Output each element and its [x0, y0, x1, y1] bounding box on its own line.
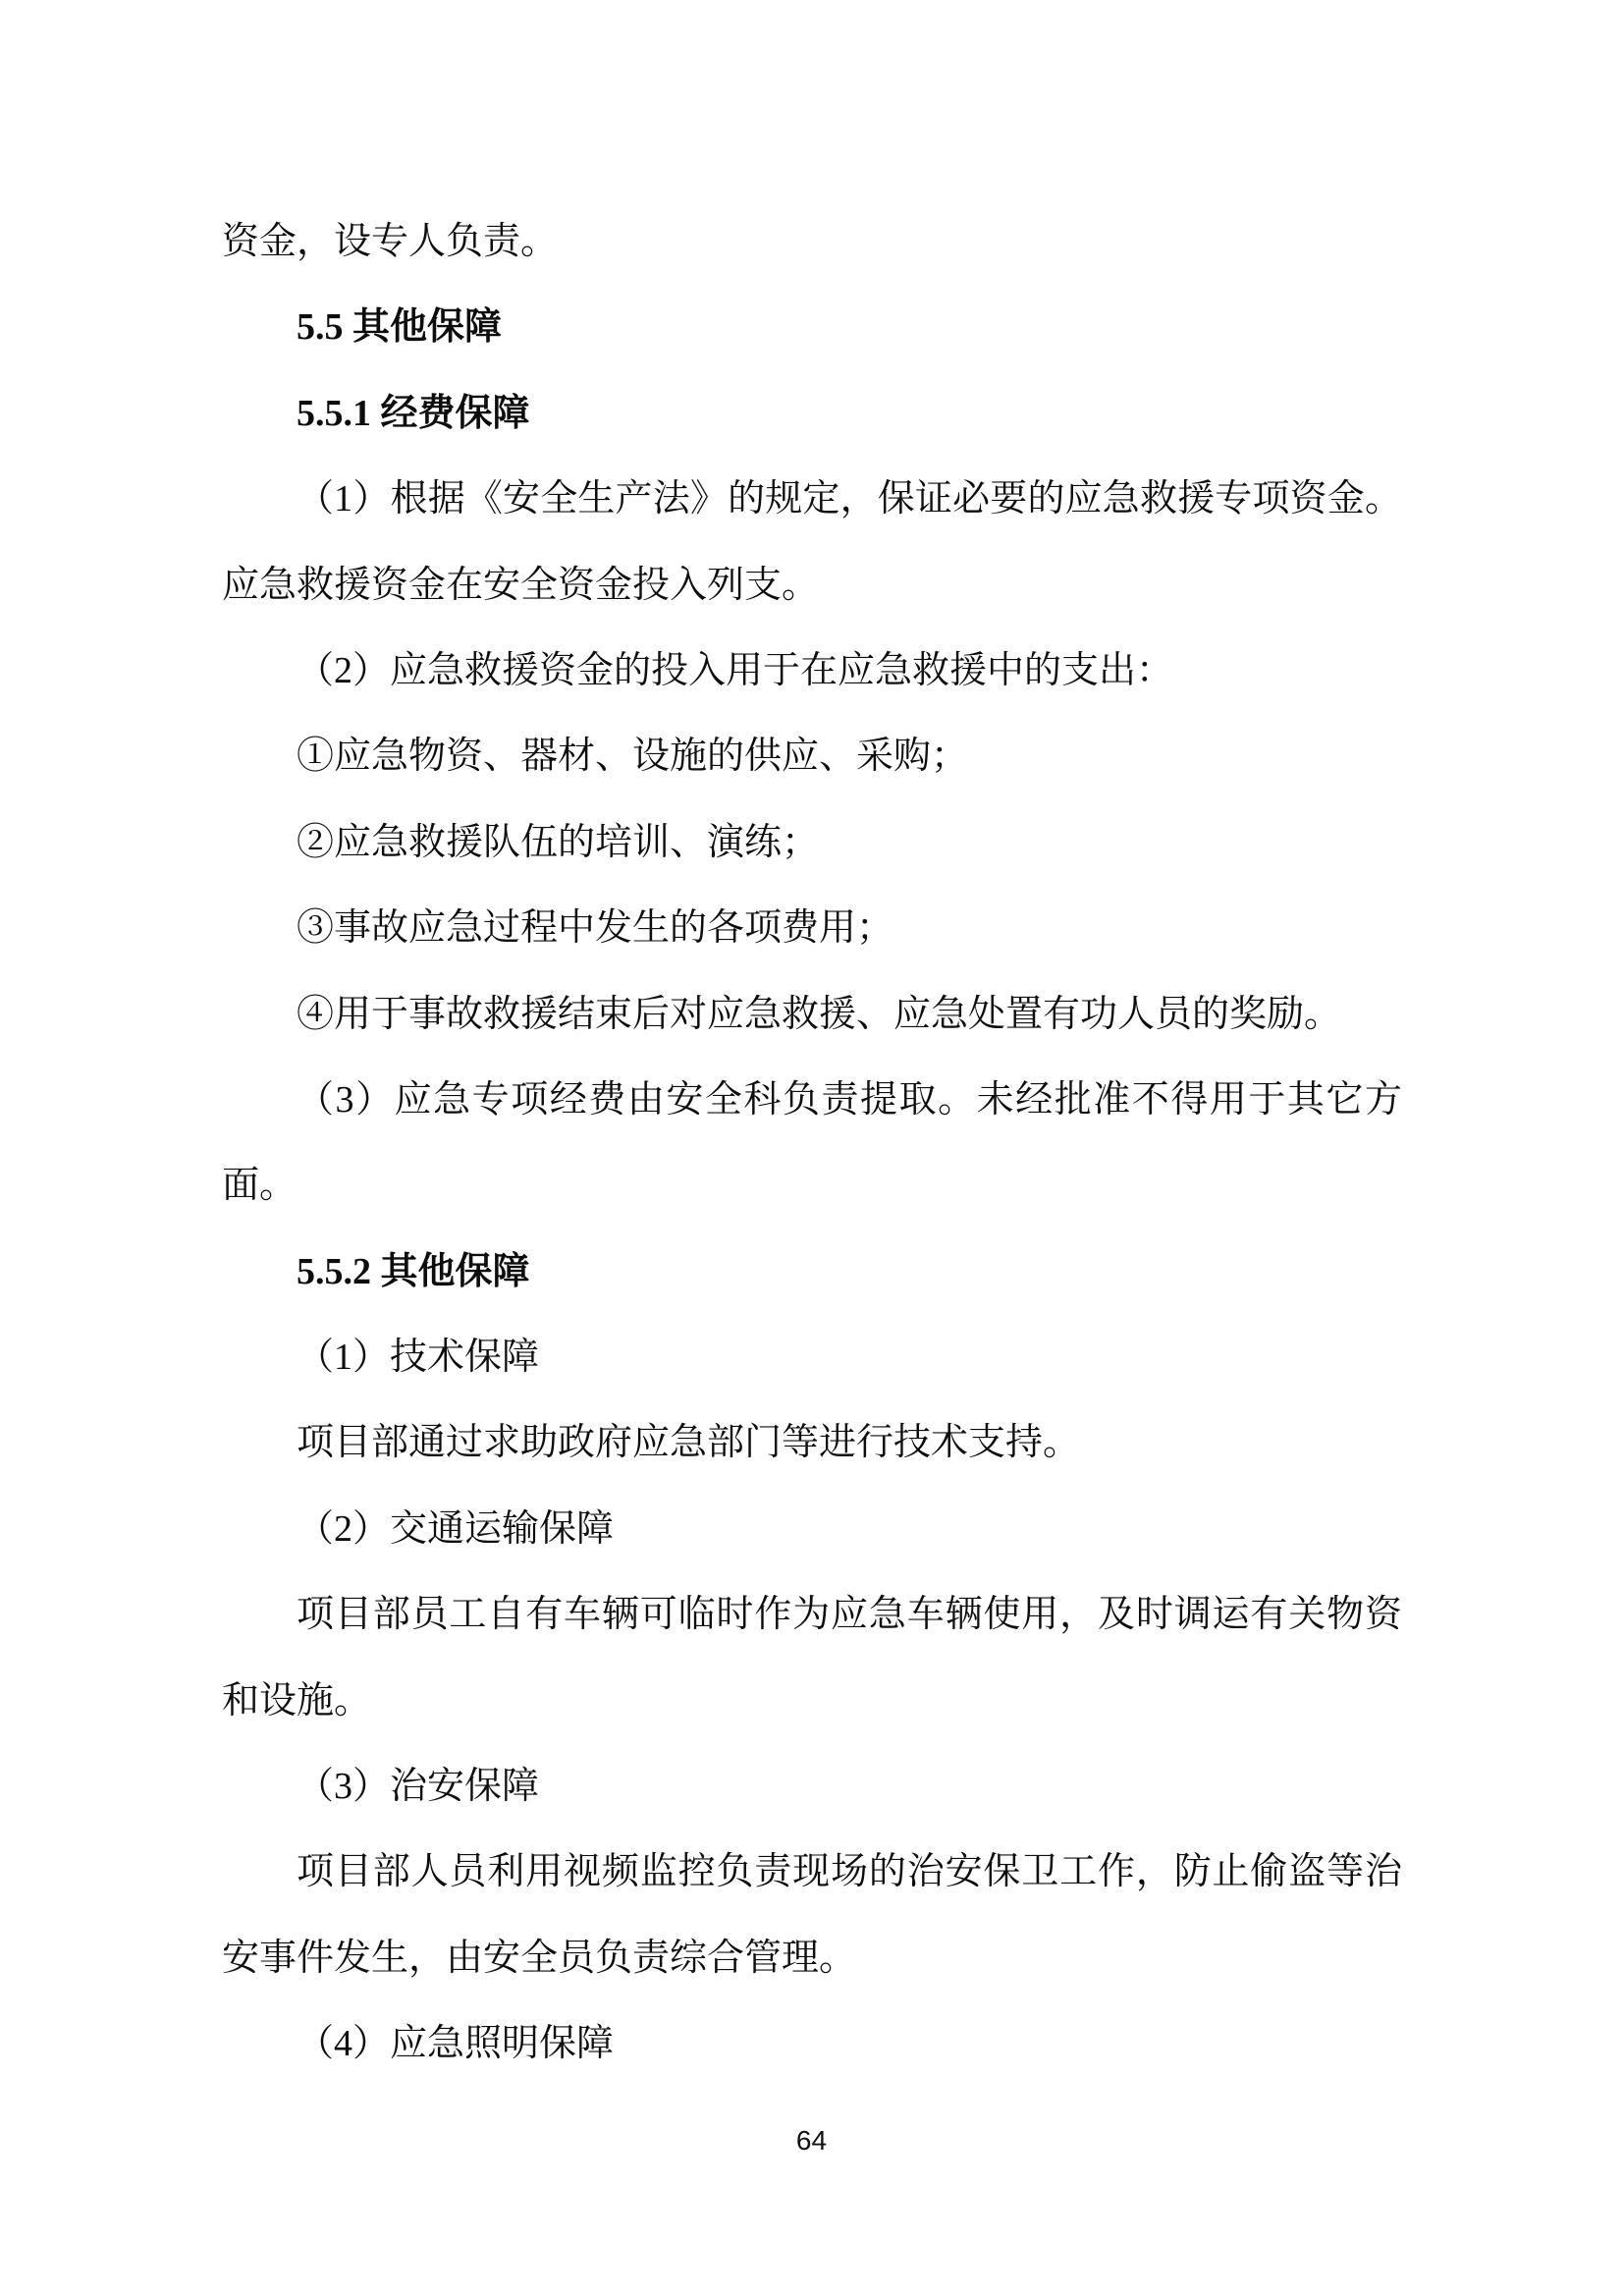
text-line: （4）应急照明保障	[297, 2023, 615, 2065]
text-line: ③事故应急过程中发生的各项费用；	[297, 907, 894, 950]
text-line: ①应急物资、器材、设施的供应、采购；	[297, 736, 969, 778]
text-line: （2）应急救援资金的投入用于在应急救援中的支出：	[297, 649, 1174, 691]
text-line: ④用于事故救援结束后对应急救援、应急处置有功人员的奖励。	[297, 993, 1342, 1035]
text-line: （1）技术保障	[297, 1337, 540, 1379]
text-line: 资金，设专人负责。	[222, 221, 559, 262]
text-line: （1）根据《安全生产法》的规定，保证必要的应急救援专项资金。	[297, 478, 1402, 520]
text-line: 项目部通过求助政府应急部门等进行技术支持。	[297, 1422, 1081, 1464]
text-line: 项目部员工自有车辆可临时作为应急车辆使用，及时调运有关物资	[297, 1594, 1402, 1636]
section-heading: 5.5.2 其他保障	[297, 1250, 530, 1292]
text-line: 面。	[222, 1165, 298, 1207]
text-line: （3）应急专项经费由安全科负责提取。未经批准不得用于其它方	[297, 1078, 1402, 1121]
text-lines	[222, 199, 1402, 2088]
page-number: 64	[795, 2125, 828, 2156]
text-line: 和设施。	[222, 1679, 372, 1722]
text-line: 项目部人员利用视频监控负责现场的治安保卫工作，防止偷盗等治	[297, 1851, 1402, 1893]
text-line: 安事件发生，由安全员负责综合管理。	[222, 1937, 857, 1979]
text-line: （3）治安保障	[297, 1766, 540, 1808]
text-line: ②应急救援队伍的培训、演练；	[297, 821, 820, 863]
text-line: 应急救援资金在安全资金投入列支。	[222, 564, 820, 606]
section-heading: 5.5 其他保障	[297, 306, 503, 349]
text-line: （2）交通运输保障	[297, 1507, 615, 1550]
section-heading: 5.5.1 经费保障	[297, 392, 530, 434]
